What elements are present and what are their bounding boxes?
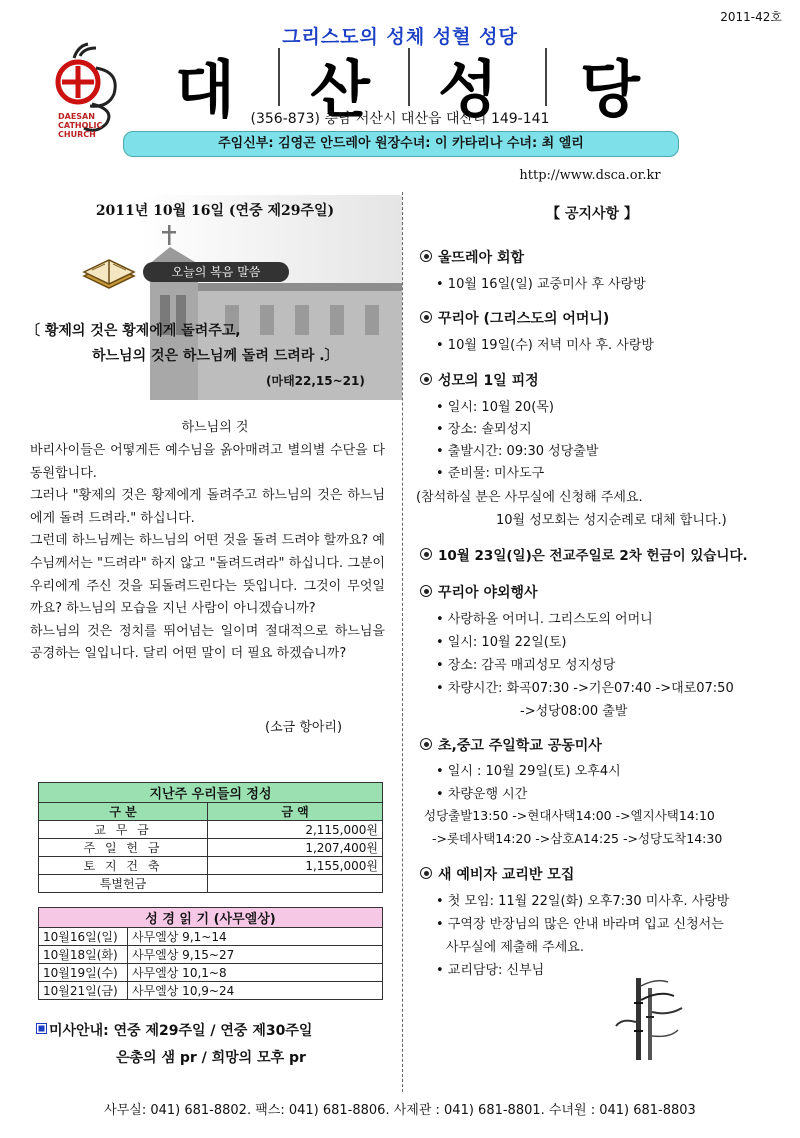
notice-line: • 일시: 10월 22일(토) <box>436 635 567 650</box>
circle-bullet-icon <box>420 867 432 879</box>
column-divider <box>402 192 403 1092</box>
reading-passage: 사무엘상 10,9~24 <box>128 982 383 1000</box>
reflection-body <box>30 440 385 666</box>
mass-info-line: 미사안내: 연중 제29주일 / 연중 제30주일 <box>49 1023 313 1039</box>
church-subtitle: 그리스도의 성체 성혈 성당 <box>282 26 518 48</box>
notice-line: (참석하실 분은 사무실에 신청해 주세요. <box>416 490 643 505</box>
bamboo-icon <box>612 972 702 1062</box>
staff-bar: 주임신부: 김영곤 안드레아 원장수녀: 이 카타리나 수녀: 최 엘리 <box>123 131 679 157</box>
logo-text-line: CHURCH <box>58 130 96 139</box>
reflection-paragraph: 바리사이들은 어떻게든 예수님을 옭아매려고 별의별 수단을 다 동원합니다. <box>30 443 385 481</box>
offering-amount: 1,155,000원 <box>208 857 383 875</box>
mass-info-line: 은총의 샘 pr / 희망의 모후 pr <box>116 1050 306 1066</box>
reading-passage: 사무엘상 9,1~14 <box>128 928 383 946</box>
notice-line: 성당출발13:50 ->현대사택14:00 ->엘지사택14:10 <box>424 808 715 823</box>
issue-number: 2011-42호 <box>720 10 782 24</box>
notice-line: • 구역장 반장님의 많은 안내 바라며 입교 신청서는 <box>436 917 724 932</box>
offering-item: 주 일 헌 금 <box>39 839 208 857</box>
logo-text-line: DAESAN <box>58 112 95 121</box>
offering-item: 특별헌금 <box>39 875 208 893</box>
gospel-quote-line: 〔 황제의 것은 황제에게 돌려주고, <box>26 323 241 339</box>
gospel-reference: (마태22,15~21) <box>266 374 365 388</box>
notice-line: • 교리담당: 신부님 <box>436 963 545 978</box>
notice-section-label: 10월 23일(일)은 전교주일로 2차 헌금이 있습니다. <box>438 548 748 564</box>
circle-bullet-icon <box>420 373 432 385</box>
notice-line: • 준비물: 미사도구 <box>436 466 545 481</box>
notice-section-label: 꾸리아 야외행사 <box>438 585 538 601</box>
notice-section-label: 울뜨레아 회합 <box>438 250 525 266</box>
notice-line: • 차량시간: 화곡07:30 ->기은07:40 ->대로07:50 <box>436 681 734 696</box>
title-char: 성 <box>438 53 498 126</box>
notice-section-label: 꾸리아 (그리스도의 어머니) <box>438 311 610 327</box>
notice-title: 【 공지사항 】 <box>546 206 638 222</box>
title-divider <box>545 48 547 106</box>
circle-bullet-icon <box>420 585 432 597</box>
title-char: 대 <box>175 53 235 126</box>
offering-caption: 지난주 우리들의 정성 <box>39 783 383 803</box>
offering-header-item: 구 분 <box>39 803 208 821</box>
notice-section-title <box>420 308 609 328</box>
reading-passage: 사무엘상 9,15~27 <box>128 946 383 964</box>
table-row <box>39 928 383 946</box>
reading-passage: 사무엘상 10,1~8 <box>128 964 383 982</box>
notice-line: • 일시: 10월 20(목) <box>436 400 554 415</box>
offering-item: 토 지 건 축 <box>39 857 208 875</box>
title-divider <box>278 48 280 106</box>
notice-section-title <box>420 544 748 564</box>
table-row <box>39 982 383 1000</box>
table-row <box>39 839 383 857</box>
logo-text-line: CATHOLIC <box>58 121 103 130</box>
bible-icon <box>80 250 138 290</box>
notice-section-label: 새 예비자 교리반 모집 <box>438 867 575 883</box>
offering-amount <box>208 875 383 893</box>
circle-bullet-icon <box>420 250 432 262</box>
reflection-paragraph: 그런데 하느님께는 하느님의 어떤 것을 돌려 드려야 할까요? 예수님께서는 "드려라" 하지 않고 "돌려드려라" 하십니다. 그분이 우리에게 주신 것을 되돌려드린다는 뜻입니다. 그것이 무엇일까요? 하느님의 모습을 지닌 사람이 아니겠습니까? <box>30 533 385 617</box>
contact-footer: 사무실: 041) 681-8802. 팩스: 041) 681-8806. 사제관 : 041) 681-8801. 수녀원 : 041) 681-8803 <box>104 1103 696 1118</box>
offering-amount: 1,207,400원 <box>208 839 383 857</box>
reflection-title: 하느님의 것 <box>181 420 249 435</box>
notice-line: 사무실에 제출해 주세요. <box>446 940 584 955</box>
gospel-label: 오늘의 복음 말씀 <box>143 262 289 282</box>
table-row <box>39 964 383 982</box>
notice-line: • 10월 19일(수) 저녁 미사 후. 사랑방 <box>436 338 654 353</box>
notice-line: • 10월 16일(일) 교중미사 후 사랑방 <box>436 277 646 292</box>
circle-bullet-icon <box>420 738 432 750</box>
circle-bullet-icon <box>420 548 432 560</box>
notice-line: • 사랑하올 어머니. 그리스도의 어머니 <box>436 612 653 627</box>
bible-reading-table <box>38 907 383 1000</box>
reading-date: 10월18일(화) <box>39 946 128 964</box>
notice-line: • 첫 모임: 11월 22일(화) 오후7:30 미사후. 사랑방 <box>436 894 730 909</box>
church-address: (356-873) 충남 서산시 대산읍 대산리 149-141 <box>250 111 550 127</box>
reading-date: 10월16일(일) <box>39 928 128 946</box>
notice-line: • 차량운행 시간 <box>436 787 528 802</box>
notice-line: • 출발시간: 09:30 성당출발 <box>436 444 599 459</box>
reflection-paragraph: 그러나 "황제의 것은 황제에게 돌려주고 하느님의 것은 하느님에게 돌려 드려라." 하십니다. <box>30 488 385 526</box>
notice-section-label: 초,중고 주일학교 공동미사 <box>438 738 602 754</box>
table-row <box>39 946 383 964</box>
website-link[interactable]: http://www.dsca.or.kr <box>519 168 661 183</box>
notice-line: • 일시 : 10월 29일(토) 오후4시 <box>436 764 621 779</box>
offering-header-amount: 금 액 <box>208 803 383 821</box>
title-char: 산 <box>310 53 370 126</box>
table-row <box>39 875 383 893</box>
reflection-paragraph: 하느님의 것은 정치를 뛰어넘는 일이며 절대적으로 하느님을 공경하는 일입니다. 달리 어떤 말이 더 필요 하겠습니까? <box>30 623 385 662</box>
notice-section-title <box>420 735 602 755</box>
notice-section-label: 성모의 1일 피정 <box>438 373 539 389</box>
reading-date: 10월19일(수) <box>39 964 128 982</box>
notice-section-title <box>420 247 524 267</box>
circle-bullet-icon <box>420 311 432 323</box>
notice-line: 10월 성모회는 성지순례로 대체 합니다.) <box>496 513 727 528</box>
notice-section-title <box>420 864 574 884</box>
notice-line: ->롯데사택14:20 ->삼호A14:25 ->성당도착14:30 <box>432 831 723 846</box>
offering-item: 교 무 금 <box>39 821 208 839</box>
sunday-date: 2011년 10월 16일 (연중 제29주일) <box>95 203 335 219</box>
gospel-quote-line: 하느님의 것은 하느님께 돌려 드려라 .〕 <box>92 348 339 364</box>
notice-line: ->성당08:00 출발 <box>520 704 628 719</box>
reflection-source: (소금 항아리) <box>265 720 343 735</box>
notice-section-title <box>420 370 539 390</box>
offering-amount: 2,115,000원 <box>208 821 383 839</box>
notice-line: • 장소: 감곡 매괴성모 성지성당 <box>436 658 616 673</box>
table-row <box>39 821 383 839</box>
notice-section-title <box>420 582 538 602</box>
reading-date: 10월21일(금) <box>39 982 128 1000</box>
title-divider <box>408 48 410 106</box>
reading-caption: 성 경 읽 기 (사무엘상) <box>39 908 383 928</box>
notice-line: • 장소: 솔뫼성지 <box>436 422 532 437</box>
title-char: 당 <box>580 53 640 126</box>
mass-info <box>36 1020 312 1040</box>
church-building-image <box>140 195 402 400</box>
square-bullet-icon <box>36 1023 47 1034</box>
offering-table <box>38 782 383 893</box>
table-row <box>39 857 383 875</box>
